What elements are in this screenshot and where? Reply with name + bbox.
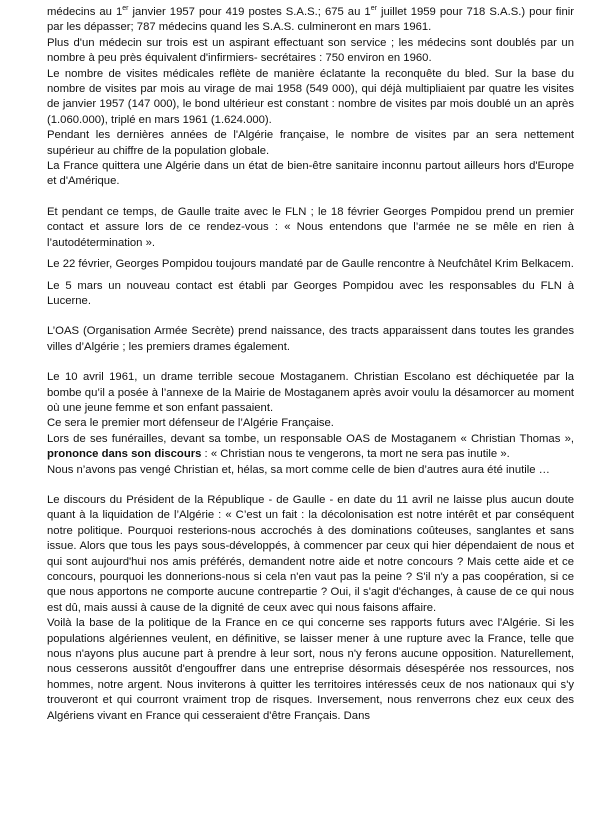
paragraph-health-state: La France quittera une Algérie dans un état de bien-être sanitaire inconnu partout ailleurs hors d'Europe et d'Amérique.	[47, 160, 574, 188]
paragraph-oas-birth: L’OAS (Organisation Armée Secrète) prend naissance, des tracts apparaissent dans toutes les grandes villes d’Algérie ; les premiers drames également.	[47, 325, 574, 353]
paragraph-france-policy: Voilà la base de la politique de la France en ce qui concerne ses rapports futurs avec l'Algérie. Si les populations algériennes veulent, en définitive, se laisser mener à une rupture avec la France, telle que nous n'ayons plus aucune part à prendre à leur sort, nous n'y ferons aucune opposition. Naturellement, nous cesserons aussitôt d'engouffrer dans une entreprise désormais désespérée nos ressources, nos hommes, notre argent. Nous inviterons à quitter les territoires intéressés ceux de nos nationaux qui s'y trouveront et qui courront vraiment trop de risques. Inversement, nous renverrons chez eux ceux des Algériens vivant en France qui cesseraient d'être Français. Dans	[47, 617, 574, 722]
paragraph-aspirants: Plus d'un médecin sur trois est un aspirant effectuant son service ; les médecins sont doublés par un nombre à peu près équivalent d'infirmiers- secrétaires : 750 environ en 1960.	[47, 36, 574, 65]
paragraph-not-avenged: Nous n’avons pas vengé Christian et, hélas, sa mort comme celle de bien d’autres aura été inutile …	[47, 463, 550, 476]
paragraph-doctors-count: médecins au 1er janvier 1957 pour 419 postes S.A.S.; 675 au 1er juillet 1959 pour 718 S.A.S.) pour finir par les dépasser; 787 médecins quand les S.A.S. culmineront en mars 1961.	[47, 5, 574, 34]
paragraph-mostaganem-drama: Le 10 avril 1961, un drame terrible secoue Mostaganem. Christian Escolano est déchiquetée par la bombe qu’il a posée à l’annexe de la Mairie de Mostaganem après avoir voulu la désamorcer au moment où une jeune femme et son enfant passaient.	[47, 371, 574, 414]
paragraph-spacer	[47, 190, 574, 205]
paragraph-visits-per-year: Pendant les dernières années de l'Algérie française, le nombre de visites par an sera nettement supérieur au chiffre de la population globale.	[47, 129, 574, 157]
paragraph-visits: Le nombre de visites médicales reflète de manière éclatante la reconquête du bled. Sur la base du nombre de visites par mois au virage de mai 1958 (549 000), qui déjà multipliaient par quatre les visites de janvier 1957 (147 000), le bond ultérieur est constant : nombre de visites par mois doublé un an après (1.060.000), triplé en mars 1961 (1.624.000).	[47, 67, 574, 126]
paragraph-pompidou-first-contact: Et pendant ce temps, de Gaulle traite avec le FLN ; le 18 février Georges Pompidou prend un premier contact et assure lors de ce rendez-vous : « Nous entendons que l’armée ne se mêle en rien à l’autodétermination ».	[47, 205, 574, 249]
paragraph-spacer	[47, 355, 574, 370]
paragraph-pompidou-neufchatel: Le 22 février, Georges Pompidou toujours mandaté par de Gaulle rencontre à Neufchâtel Krim Belkacem.	[47, 258, 574, 271]
paragraph-de-gaulle-speech: Le discours du Président de la République - de Gaulle - en date du 11 avril ne laisse plus aucun doute quant à la liquidation de l’Algérie : « C’est un fait : la décolonisation est notre intérêt et par conséquent notre politique. Pourquoi resterions-nous accrochés à des dominations coûteuses, sanglantes et sans issue. Alors que tous les pays sous-développés, à commencer par ceux qui hier dépendaient de nous et qui sont aujourd'hui nos amis préférés, demandent notre aide et notre concours ? Mais cette aide et ce concours, pourquoi les donnerions-nous si cela n'en vaut pas la peine ? S'il n'y a pas coopération, si ce que nous apportons ne comporte aucune contrepartie ? Oui, il s'agit d'échanges, à cause de ce qui nous est dû, mais aussi à cause de la dignité de ceux avec qui nous faisons affaire.	[47, 493, 574, 614]
document-page	[47, 5, 574, 724]
paragraph-first-death: Ce sera le premier mort défenseur de l’Algérie Française.	[47, 417, 334, 430]
paragraph-spacer	[47, 309, 574, 324]
paragraph-funeral: Lors de ses funérailles, devant sa tombe, un responsable OAS de Mostaganem « Christian Thomas », prononce dans son discours : « Christian nous te vengerons, ta mort ne sera pas inutile ».	[47, 432, 574, 461]
paragraph-pompidou-lucerne: Le 5 mars un nouveau contact est établi par Georges Pompidou avec les responsables du FLN à Lucerne.	[47, 279, 574, 307]
paragraph-spacer	[47, 478, 574, 493]
